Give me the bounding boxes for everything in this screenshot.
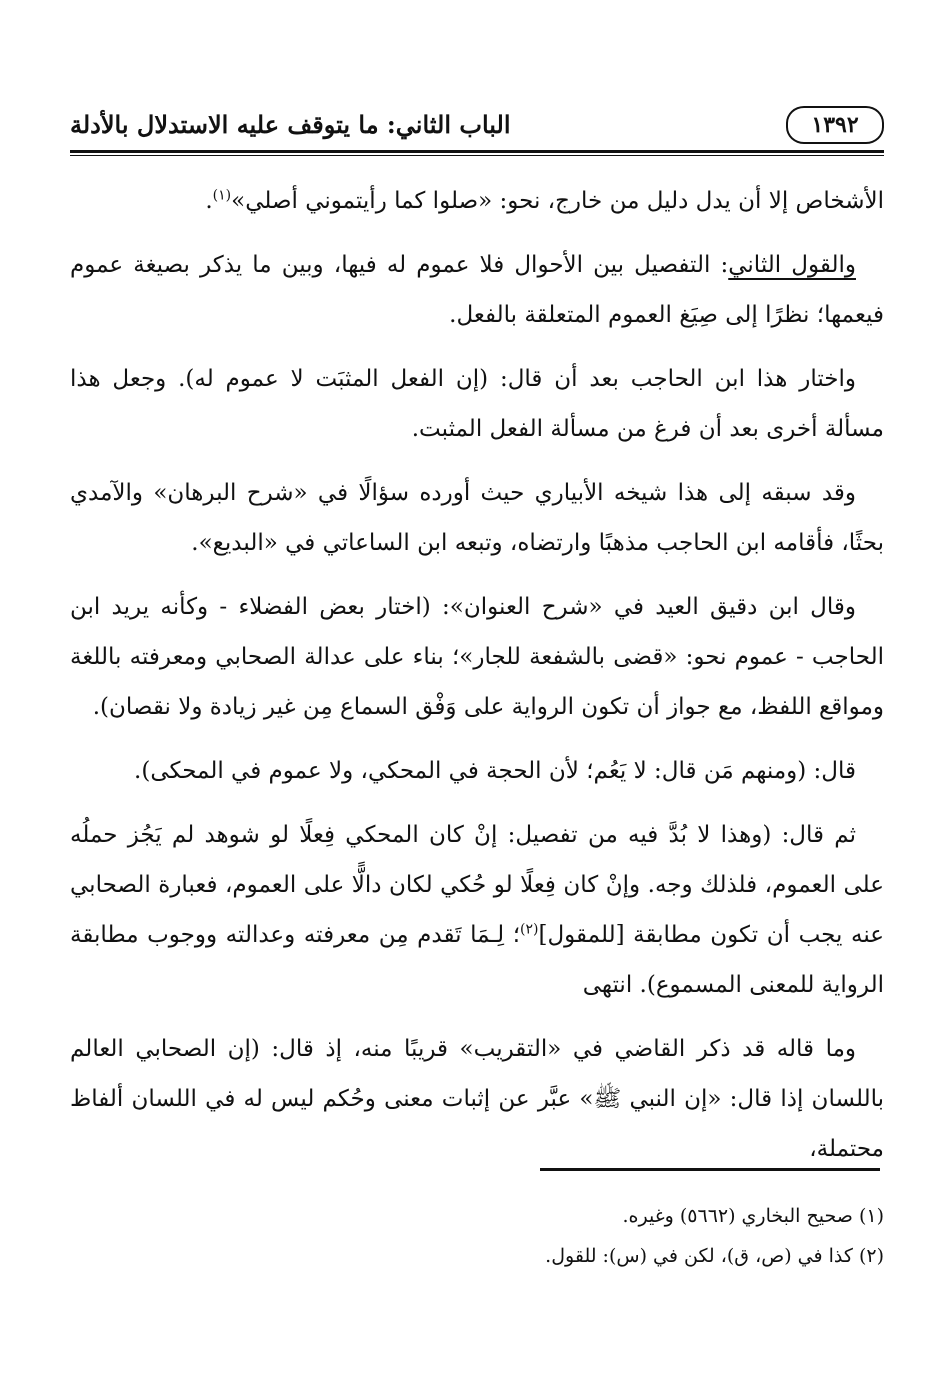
header-rule-thin [70,155,884,156]
paragraph-1 [70,176,884,226]
paragraph-text-continued: ؛ لِـمَا تَقدم مِن معرفته وعدالته ووجوب مطابقة الرواية للمعنى المسموع). انتهى [70,922,884,998]
footnote-ref-1[interactable]: (١) [212,187,232,204]
paragraph-text: : التفصيل بين الأحوال فلا عموم له فيها، وبين ما يذكر بصيغة عموم فيعمها؛ نظرًا إلى صِيَغ العموم المتعلقة بالفعل. [70,252,884,328]
paragraph-8: وما قاله قد ذكر القاضي في «التقريب» قريبًا منه، إذ قال: (إن الصحابي العالم باللسان إذا قال: «إن النبي ﷺ» عبَّر عن إثبات معنى وحُكم ليس له في اللسان ألفاظ محتملة، [70,1036,884,1162]
main-text [70,176,884,1188]
running-title: الباب الثاني: ما يتوقف عليه الاستدلال بالأدلة [70,110,511,139]
footnote-1: (١) صحيح البخاري (٥٦٦٢) وغيره. [622,1205,884,1227]
paragraph-5: وقال ابن دقيق العيد في «شرح العنوان»: (اختار بعض الفضلاء - وكأنه يريد ابن الحاجب - عموم نحو: «قضى بالشفعة للجار»؛ بناء على عدالة الصحابي ومعرفته باللغة ومواقع اللفظ، مع جواز أن تكون الرواية على وَفْق السماع مِن غير زيادة ولا نقصان). [70,594,884,720]
paragraph-text: ثم قال: (وهذا لا بُدَّ فيه من تفصيل: إنْ كان المحكي فِعلًا لو شوهد لم يَجُز حملُه على العموم، فلذلك وجه. وإنْ كان فِعلًا لو حُكي لكان دالًّا على العموم، فعبارة الصحابي عنه يجب أن تكون مطابقة [للمقول] [70,822,884,948]
footnotes [70,1196,884,1276]
page-number-badge: ١٣٩٢ [786,106,884,144]
second-opinion-label: والقول الثاني [728,252,856,278]
paragraph-7 [70,810,884,1010]
header-rule [70,150,884,153]
paragraph-tail: . [205,188,213,214]
paragraph-4: وقد سبقه إلى هذا شيخه الأبياري حيث أورده سؤالًا في «شرح البرهان» والآمدي بحثًا، فأقامه ابن الحاجب مذهبًا وارتضاه، وتبعه ابن الساعاتي في «البديع». [70,480,884,556]
paragraph-6: قال: (ومنهم مَن قال: لا يَعُم؛ لأن الحجة في المحكي، ولا عموم في المحكى). [134,758,856,784]
footnote-ref-2[interactable]: (٢) [520,921,539,938]
footnote-2: (٢) كذا في (ص، ق)، لكن في (س): للقول. [545,1245,884,1267]
paragraph-text: الأشخاص إلا أن يدل دليل من خارج، نحو: «صلوا كما رأيتموني أصلي» [231,188,884,214]
paragraph-3: واختار هذا ابن الحاجب بعد أن قال: (إن الفعل المثبَت لا عموم له). وجعل هذا مسألة أخرى بعد أن فرغ من مسألة الفعل المثبت. [70,366,884,442]
page-header [70,104,884,148]
footnote-separator [540,1168,880,1171]
paragraph-2 [70,240,884,340]
